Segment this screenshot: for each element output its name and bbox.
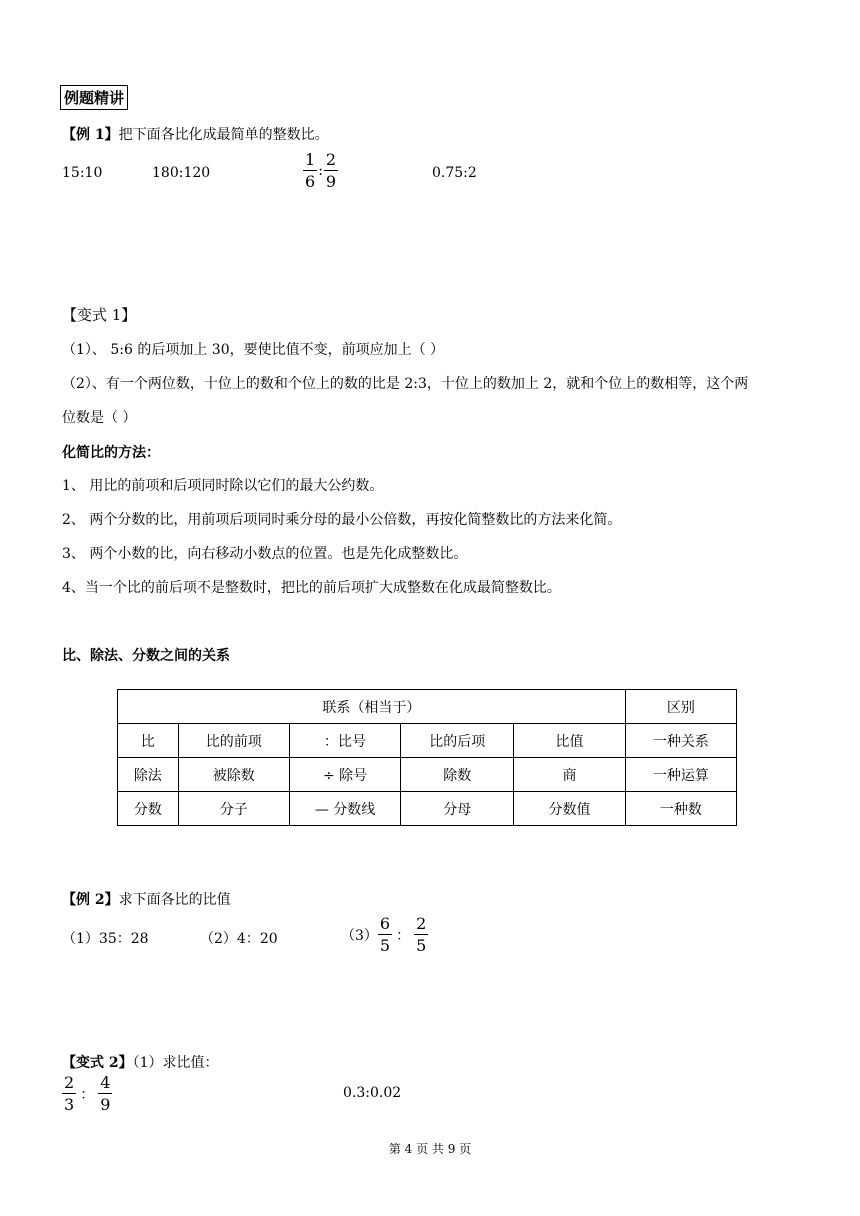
example-2-tag: 【例 2】 [62,892,119,908]
example-1-prompt [62,124,329,144]
example-2-text: 求下面各比的比值 [118,892,231,908]
table-cell: 被除数 [178,758,289,792]
fraction [378,916,392,954]
table-row [118,758,737,792]
table-cell: 分子 [178,792,289,826]
method-item: 2、 两个分数的比，用前项后项同时乘分母的最小公倍数，再按化简整数比的方法来化简。 [62,512,622,528]
table-cell: 比 [118,724,179,758]
variation-2-prompt [62,1052,219,1072]
table-cell: 比的前项 [178,724,289,758]
variation-1-question-2-cont: 位数是（ ） [62,410,137,426]
variation-2-decimal: 0.3:0.02 [343,1085,402,1101]
table-header-row [118,690,737,724]
denominator: 5 [379,936,391,955]
example-1-item-1: 15:10 [62,165,103,181]
fraction [324,152,338,190]
example-1-tag: 【例 1】 [62,127,119,143]
fraction [62,1075,76,1113]
fraction [414,916,428,954]
header-cell-connection: 联系（相当于） [118,690,626,724]
example-1-fraction-item [303,152,338,190]
item-label: （3） [341,928,378,944]
table-cell: ÷ 除号 [289,758,400,792]
variation-2-text: （1）求比值： [132,1055,219,1071]
fraction [303,152,317,190]
numerator: 6 [379,914,391,933]
table-cell: 一种关系 [625,724,736,758]
numerator: 2 [64,1073,75,1092]
variation-2-fraction [62,1075,112,1113]
example-2-prompt [62,889,231,909]
table-cell: — 分数线 [289,792,400,826]
variation-1-question-2: （2）、有一个两位数，十位上的数和个位上的数的比是 2:3，十位上的数加上 2，就和个位上的数相等，这个两 [62,376,749,392]
numerator: 2 [416,914,427,933]
variation-1-question-1: （1）、 5:6 的后项加上 30，要使比值不变，前项应加上（ ） [62,342,445,358]
numerator: 2 [325,150,337,169]
table-cell: 比值 [514,724,625,758]
header-cell-difference: 区别 [625,690,736,724]
table-row [118,792,737,826]
table-cell: 一种运算 [625,758,736,792]
section-heading: 例题精讲 [60,85,128,110]
ratio-separator: ： [80,1087,95,1103]
ratio-separator: ： [396,928,411,944]
method-item: 1、 用比的前项和后项同时除以它们的最大公约数。 [62,478,384,494]
example-1-item-2: 180:120 [152,165,211,181]
example-2-item-3 [341,916,428,954]
relation-table [117,689,737,826]
table-cell: 比的后项 [401,724,514,758]
method-item: 3、 两个小数的比，向右移动小数点的位置。也是先化成整数比。 [62,546,468,562]
method-title: 化简比的方法： [62,445,160,461]
numerator: 1 [305,150,316,169]
table-cell: 一种数 [625,792,736,826]
example-2-item-2: （2）4：20 [200,931,278,947]
relation-title: 比、除法、分数之间的关系 [62,648,230,664]
ratio-separator: : [318,163,323,179]
denominator: 9 [325,172,337,191]
table-cell: 商 [514,758,625,792]
fraction [98,1075,112,1113]
table-cell: 分数 [118,792,179,826]
table-cell: 分母 [401,792,514,826]
table-cell: 除法 [118,758,179,792]
example-2-item-1: （1）35：28 [62,931,149,947]
example-1-item-3: 0.75:2 [432,165,477,181]
page-footer: 第 4 页 共 9 页 [388,1142,472,1156]
denominator: 3 [64,1095,75,1114]
denominator: 5 [416,936,427,955]
table-row [118,724,737,758]
table-cell: ：比号 [289,724,400,758]
table-cell: 除数 [401,758,514,792]
variation-2-tag: 【变式 2】 [62,1055,133,1071]
table-cell: 分数值 [514,792,625,826]
method-item: 4、当一个比的前后项不是整数时，把比的前后项扩大成整数在化成最简整数比。 [62,580,561,596]
numerator: 4 [100,1073,111,1092]
denominator: 6 [305,172,316,191]
denominator: 9 [100,1095,111,1114]
example-1-text: 把下面各比化成最简单的整数比。 [118,127,329,143]
variation-1-title: 【变式 1】 [62,306,137,324]
